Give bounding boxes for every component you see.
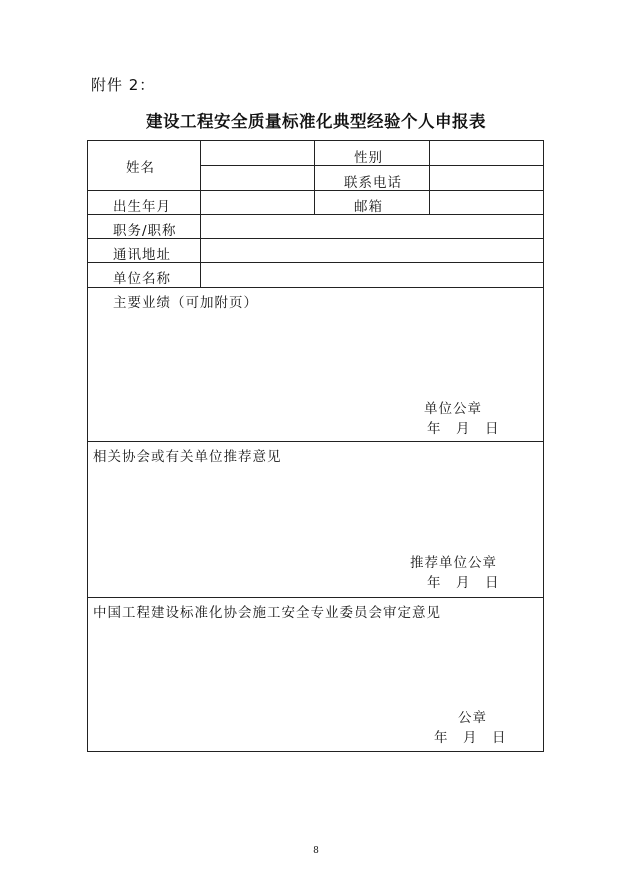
recommendation-seal: 推荐单位公章 <box>410 555 497 571</box>
birth-label: 出生年月 <box>113 199 171 215</box>
recommendation-field[interactable] <box>88 465 543 549</box>
recommendation-date: 年 月 日 <box>427 575 500 591</box>
position-field[interactable] <box>201 215 543 238</box>
gender-field[interactable] <box>430 141 543 165</box>
address-field[interactable] <box>201 239 543 262</box>
achievements-field[interactable] <box>88 311 543 395</box>
phone-label: 联系电话 <box>344 175 402 191</box>
birth-field[interactable] <box>201 191 314 214</box>
page-number: 8 <box>313 846 319 856</box>
recommendation-label: 相关协会或有关单位推荐意见 <box>93 449 282 465</box>
email-label: 邮箱 <box>354 199 383 215</box>
achievements-date: 年 月 日 <box>427 421 500 437</box>
company-label: 单位名称 <box>113 271 171 287</box>
review-field[interactable] <box>88 621 543 705</box>
position-label: 职务/职称 <box>113 223 177 239</box>
name-field[interactable] <box>201 141 314 165</box>
review-label: 中国工程建设标准化协会施工安全专业委员会审定意见 <box>93 605 441 621</box>
form-title: 建设工程安全质量标准化典型经验个人申报表 <box>146 112 486 131</box>
name-label: 姓名 <box>126 160 155 176</box>
review-date: 年 月 日 <box>434 730 507 746</box>
company-field[interactable] <box>201 263 543 287</box>
name-field-extra[interactable] <box>201 166 314 190</box>
address-label: 通讯地址 <box>113 247 171 263</box>
review-seal: 公章 <box>458 710 487 726</box>
achievements-seal: 单位公章 <box>424 401 482 417</box>
phone-field[interactable] <box>430 166 543 190</box>
email-field[interactable] <box>430 191 543 214</box>
gender-label: 性别 <box>354 150 383 166</box>
attachment-label: 附件 2： <box>91 76 156 94</box>
application-form-table <box>87 140 544 752</box>
achievements-label: 主要业绩（可加附页） <box>113 295 258 311</box>
